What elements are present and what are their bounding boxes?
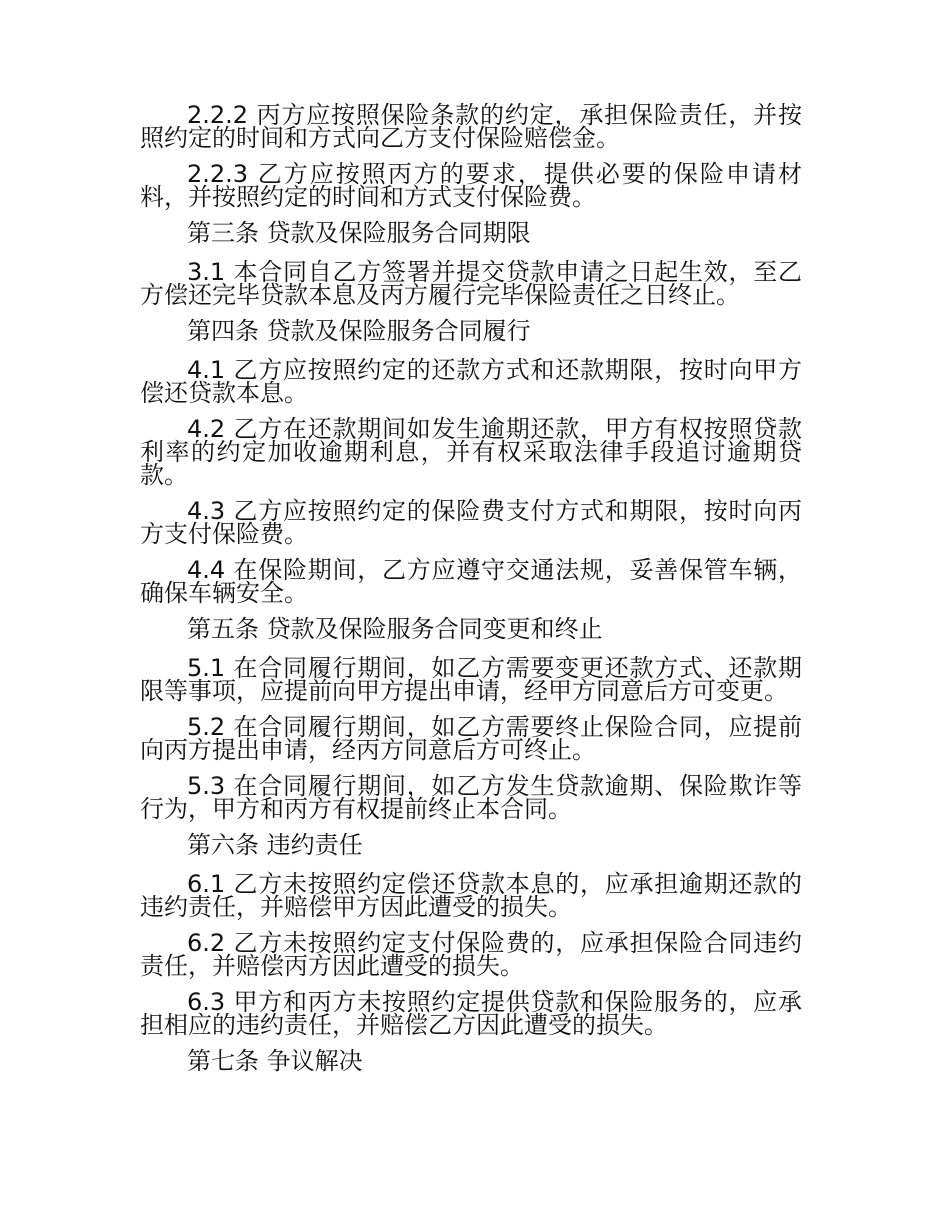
clause-5-2: 5.2 在合同履行期间，如乙方需要终止保险合同，应提前向丙方提出申请，经丙方同意后方可终止。: [140, 713, 802, 764]
clause-5-1: 5.1 在合同履行期间，如乙方需要变更还款方式、还款期限等事项，应提前向甲方提出申请，经甲方同意后方可变更。: [140, 654, 802, 705]
clause-6-3: 6.3 甲方和丙方未按照约定提供贷款和保险服务的，应承担相应的违约责任，并赔偿乙方因此遭受的损失。: [140, 988, 802, 1039]
article-5-heading: 第五条 贷款及保险服务合同变更和终止: [187, 615, 603, 643]
article-3-heading: 第三条 贷款及保险服务合同期限: [187, 219, 531, 247]
clause-6-2: 6.2 乙方未按照约定支付保险费的，应承担保险合同违约责任，并赔偿丙方因此遭受的损失。: [140, 929, 802, 980]
clause-2-2-2: 2.2.2 丙方应按照保险条款的约定，承担保险责任，并按照约定的时间和方式向乙方支付保险赔偿金。: [140, 101, 802, 152]
clause-4-1: 4.1 乙方应按照约定的还款方式和还款期限，按时向甲方偿还贷款本息。: [140, 356, 802, 407]
document-page: [140, 101, 802, 1089]
clause-4-4: 4.4 在保险期间，乙方应遵守交通法规，妥善保管车辆，确保车辆安全。: [140, 556, 802, 607]
clause-4-3: 4.3 乙方应按照约定的保险费支付方式和期限，按时向丙方支付保险费。: [140, 497, 802, 548]
clause-4-2: 4.2 乙方在还款期间如发生逾期还款，甲方有权按照贷款利率的约定加收逾期利息，并有权采取法律手段追讨逾期贷款。: [140, 415, 802, 489]
article-6-heading: 第六条 违约责任: [187, 831, 363, 859]
clause-3-1: 3.1 本合同自乙方签署并提交贷款申请之日起生效，至乙方偿还完毕贷款本息及丙方履行完毕保险责任之日终止。: [140, 258, 802, 309]
clause-2-2-3: 2.2.3 乙方应按照丙方的要求，提供必要的保险申请材料，并按照约定的时间和方式支付保险费。: [140, 160, 802, 211]
clause-5-3: 5.3 在合同履行期间，如乙方发生贷款逾期、保险欺诈等行为，甲方和丙方有权提前终止本合同。: [140, 772, 802, 823]
article-4-heading: 第四条 贷款及保险服务合同履行: [187, 317, 531, 345]
clause-6-1: 6.1 乙方未按照约定偿还贷款本息的，应承担逾期还款的违约责任，并赔偿甲方因此遭受的损失。: [140, 870, 802, 921]
article-7-heading: 第七条 争议解决: [187, 1047, 363, 1075]
